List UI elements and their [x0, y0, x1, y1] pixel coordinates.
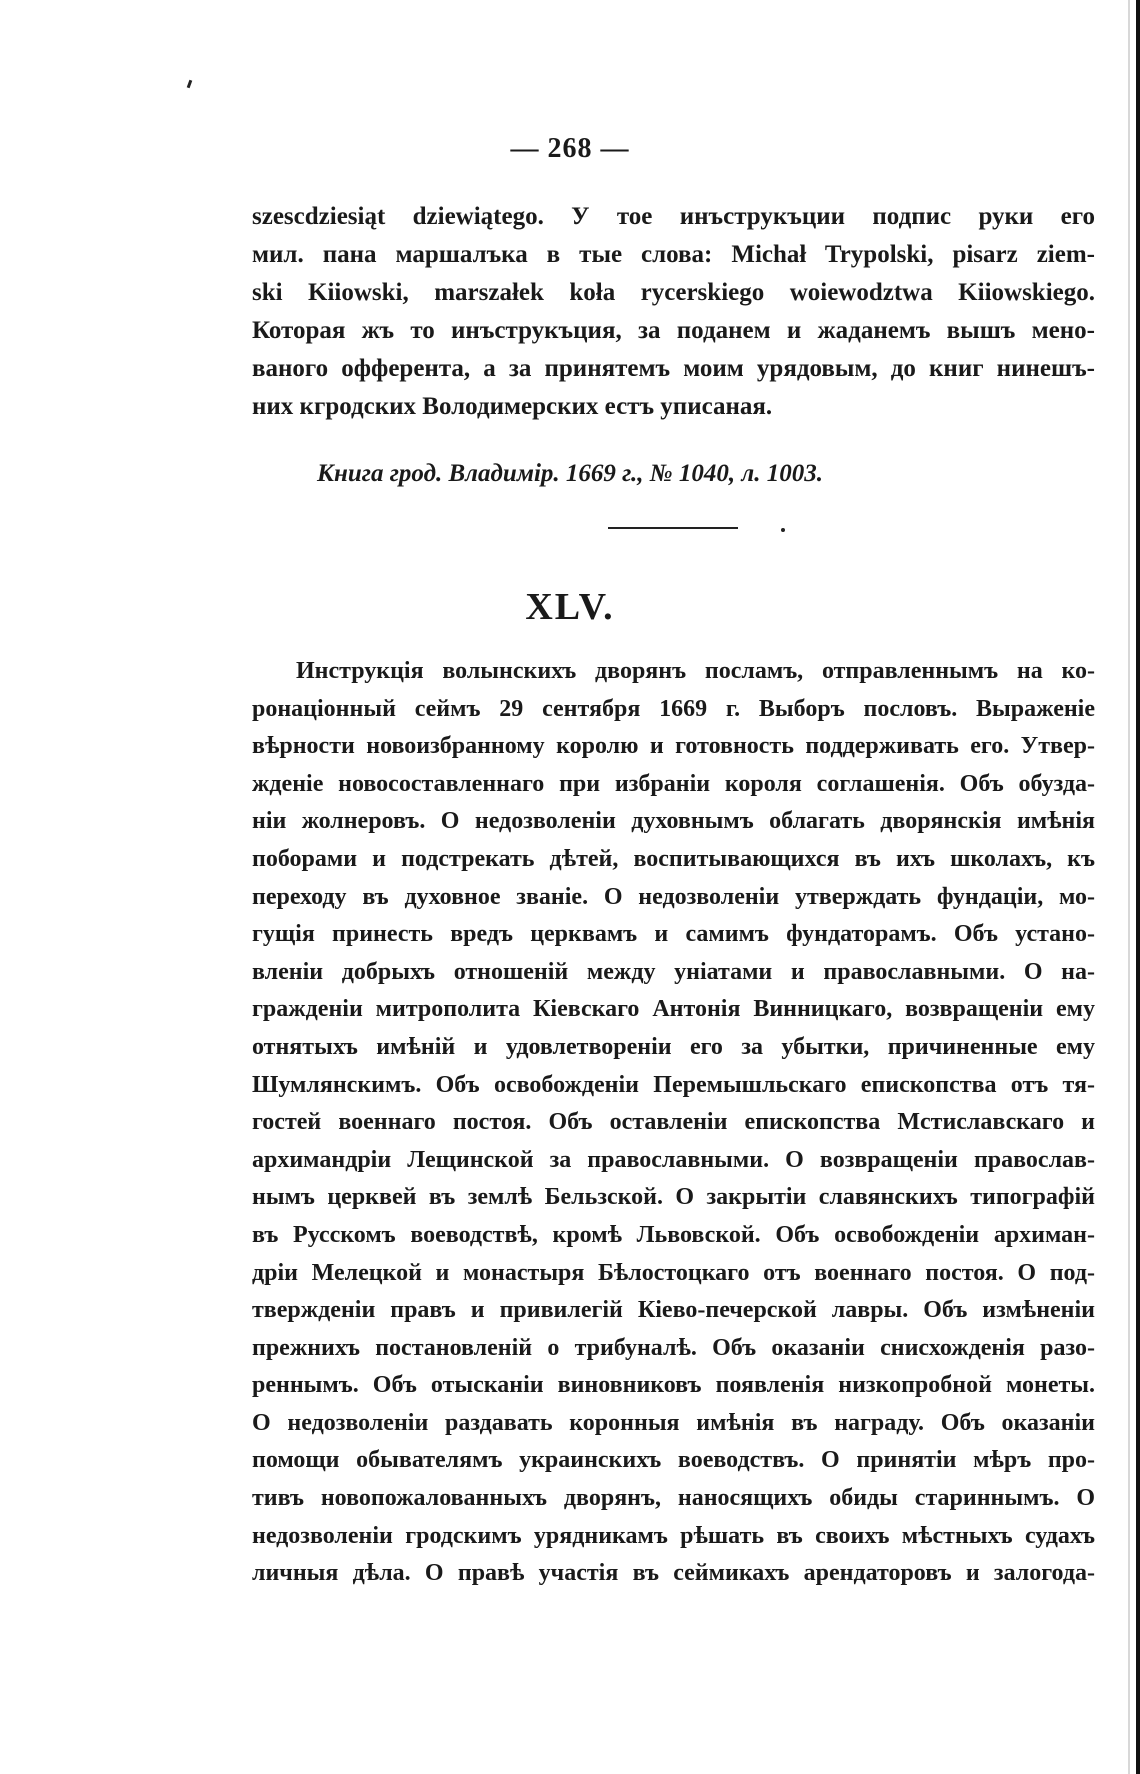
- summary-line: гражденіи митрополита Кіевскаго Антонія Винницкаго, возвращеніи ему: [252, 996, 1095, 1023]
- summary-line: недозволеніи гродскимъ урядникамъ рѣшать въ своихъ мѣстныхъ судахъ: [252, 1522, 1095, 1549]
- ink-speck: [187, 80, 193, 89]
- summary-line: реннымъ. Объ отысканіи виновниковъ появленія низкопробной монеты.: [252, 1372, 1095, 1399]
- summary-line: вѣрности новоизбранному королю и готовность поддерживать его. Утвер-: [252, 733, 1095, 760]
- summary-line: твержденіи правъ и привилегій Кіево-печерской лавры. Объ измѣненіи: [252, 1297, 1095, 1324]
- summary-line: личныя дѣла. О правѣ участія въ сеймикахъ арендаторовъ и залогода-: [252, 1560, 1095, 1587]
- continuation-paragraph: [252, 198, 1095, 426]
- text-line: ваного офферента, а за принятемъ моим урядовым, до книг нинешъ-: [252, 355, 1095, 382]
- section-summary: [252, 653, 1095, 1593]
- source-citation: Книга грод. Владимір. 1669 г., № 1040, л. 1003.: [316, 460, 823, 487]
- summary-line: Инструкція волынскихъ дворянъ посламъ, отправленнымъ на ко-: [296, 658, 1095, 684]
- summary-line: отнятыхъ имѣній и удовлетвореніи его за убытки, причиненные ему: [252, 1033, 1095, 1060]
- section-heading: XLV.: [525, 586, 615, 628]
- summary-line: Шумлянскимъ. Объ освобожденіи Перемышльскаго епископства отъ тя-: [252, 1071, 1095, 1098]
- page-edge-shadow: [1136, 0, 1140, 1774]
- summary-line: архимандріи Лещинской за православными. О возвращеніи православ-: [252, 1146, 1095, 1173]
- section-divider: [608, 527, 738, 529]
- divider-dot: [781, 528, 785, 532]
- text-line: ski Kiiowski, marszałek koła rycerskiego woiewodztwa Kiiowskiego.: [252, 279, 1095, 306]
- summary-line: переходу въ духовное званіе. О недозволеніи утверждать фундаціи, мо-: [252, 883, 1095, 910]
- summary-line: гущія принесть вредъ церквамъ и самимъ фундаторамъ. Объ устано-: [252, 921, 1095, 948]
- summary-line: жденіе новосоставленнаго при избраніи короля соглашенія. Объ обузда-: [252, 770, 1095, 797]
- summary-line: О недозволеніи раздавать коронныя имѣнія въ награду. Объ оказаніи: [252, 1409, 1095, 1436]
- text-line: них кгродских Володимерских естъ уписаная.: [252, 393, 773, 420]
- summary-line: въ Русскомъ воеводствѣ, кромѣ Львовской. Объ освобожденіи архиман-: [252, 1221, 1095, 1248]
- summary-line: вленіи добрыхъ отношеній между уніатами и православными. О на-: [252, 958, 1095, 985]
- summary-line: прежнихъ постановленій о трибуналѣ. Объ оказаніи снисхожденія разо-: [252, 1334, 1095, 1361]
- summary-line: ніи жолнеровъ. О недозволеніи духовнымъ облагать дворянскія имѣнія: [252, 808, 1095, 835]
- page-number: — 268 —: [510, 133, 630, 164]
- page-edge-line: [1128, 0, 1130, 1774]
- text-line: мил. пана маршалъка в тые слова: Michał Trypolski, pisarz ziem-: [252, 241, 1095, 268]
- summary-line: помощи обывателямъ украинскихъ воеводствъ. О принятіи мѣръ про-: [252, 1447, 1095, 1474]
- summary-line: гостей военнаго постоя. Объ оставленіи епископства Мстиславскаго и: [252, 1109, 1095, 1136]
- summary-line: ронаціонный сеймъ 29 сентября 1669 г. Выборъ пословъ. Выраженіе: [252, 695, 1095, 722]
- summary-line: дріи Мелецкой и монастыря Бѣлостоцкаго отъ военнаго постоя. О под-: [252, 1259, 1095, 1286]
- summary-line: нымъ церквей въ землѣ Бельзской. О закрытіи славянскихъ типографій: [252, 1184, 1095, 1211]
- summary-line: тивъ новопожалованныхъ дворянъ, наносящихъ обиды стариннымъ. О: [252, 1485, 1095, 1512]
- summary-line: поборами и подстрекать дѣтей, воспитывающихся въ ихъ школахъ, къ: [252, 845, 1095, 872]
- text-line: szescdziesiąt dziewiątego. У тое инъструкъции подпис руки его: [252, 203, 1095, 230]
- text-line: Которая жъ то инъструкъция, за поданем и жаданемъ вышъ мено-: [252, 317, 1095, 344]
